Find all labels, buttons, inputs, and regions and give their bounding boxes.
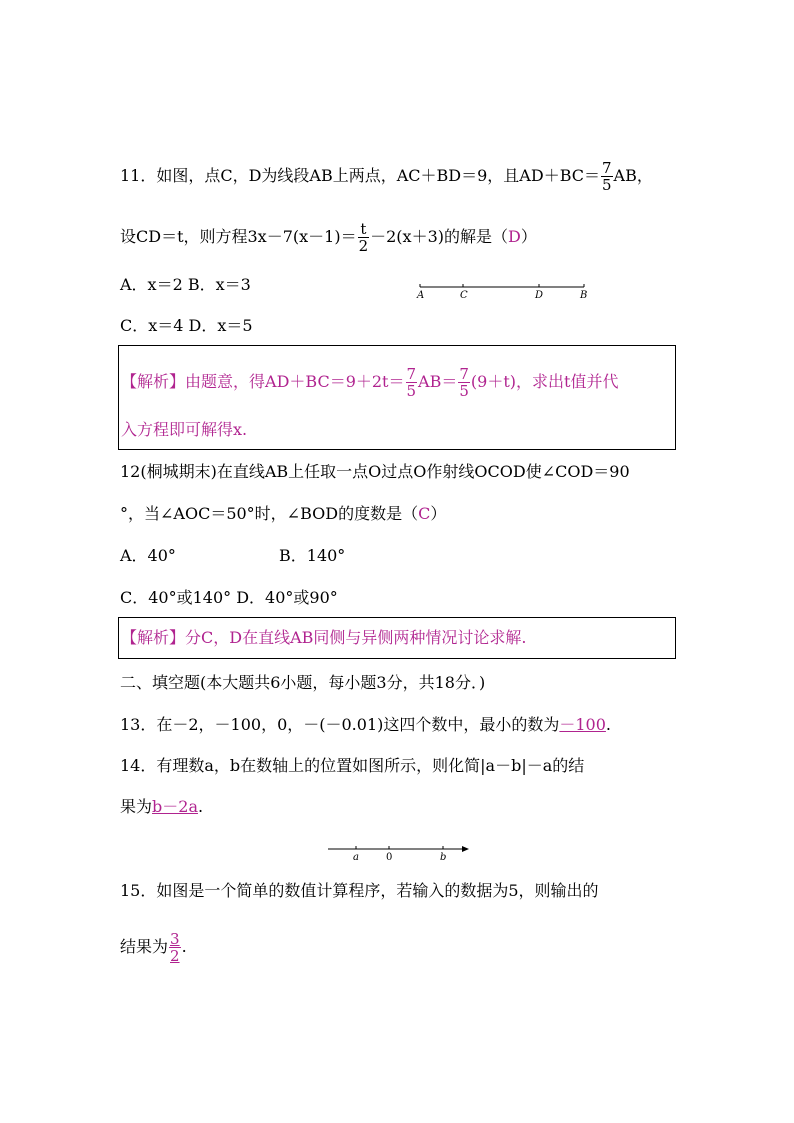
- q12-option-a: A．40°: [120, 546, 176, 565]
- q11-options-ab: A．x＝2 B．x＝3: [120, 275, 251, 294]
- q11-options-cd: C．x＝4 D．x＝5: [120, 316, 253, 335]
- q11-analysis-line1: 【解析】由题意，得AD＋BC＝9＋2t＝ $\frac{7}{5}$ AB＝ $\frac{7}{5}$ (9＋t)，求出t值并代: [121, 365, 619, 400]
- q14-answer: b－2a: [152, 797, 198, 816]
- q12-analysis-box: [118, 617, 676, 659]
- label-d: D: [535, 290, 544, 301]
- label-a: a: [353, 852, 359, 863]
- q15-line1: 15．如图是一个简单的数值计算程序，若输入的数据为5，则输出的: [120, 881, 599, 900]
- label-0: 0: [386, 852, 393, 863]
- q11-fraction-t2: $\frac{t}{2}$: [358, 220, 369, 255]
- analysis-tag: 【解析】: [121, 372, 186, 391]
- q12-analysis-line: 【解析】分C，D在直线AB同侧与异侧两种情况讨论求解.: [121, 628, 527, 647]
- q12-options-cd: C．40°或140° D．40°或90°: [120, 588, 338, 607]
- q11-segment-figure: [412, 278, 594, 302]
- q13-answer: －100: [559, 715, 606, 734]
- q15-line2: 结果为 $\frac{3}{2}$ .: [120, 930, 187, 965]
- q12-line1: 12(桐城期末)在直线AB上任取一点O过点O作射线OCOD使∠COD＝90: [120, 462, 630, 481]
- axis-arrow: [462, 846, 469, 852]
- label-b: b: [440, 852, 447, 863]
- analysis-fraction-2: $\frac{7}{5}$: [459, 365, 469, 400]
- q14-line2: 果为b－2a.: [120, 797, 204, 816]
- q11-answer: D: [508, 227, 521, 246]
- label-b: B: [580, 290, 588, 301]
- q11-text: 11．如图，点C，D为线段AB上两点，AC＋BD＝9，且AD＋BC＝: [120, 166, 600, 185]
- q14-number-line: [326, 840, 474, 864]
- q15-answer: $\frac{3}{2}$: [170, 930, 180, 965]
- q11-analysis-box: [118, 345, 676, 450]
- q11-analysis-line2: 入方程即可解得x.: [121, 420, 248, 439]
- q11-line2: 设CD＝t，则方程3x－7(x－1)＝ $\frac{t}{2}$ －2(x＋3)的解是（D）: [120, 220, 537, 255]
- q12-option-b: B．140°: [279, 546, 346, 565]
- q12-answer: C: [418, 504, 431, 523]
- q11-line1: 11．如图，点C，D为线段AB上两点，AC＋BD＝9，且AD＋BC＝ $\frac{7}{5}$ AB，: [120, 159, 653, 194]
- section-heading: 二、填空题(本大题共6小题，每小题3分，共18分．): [120, 673, 486, 692]
- q14-line1: 14．有理数a，b在数轴上的位置如图所示，则化简|a－b|－a的结: [120, 756, 585, 775]
- label-c: C: [460, 290, 468, 301]
- analysis-tag: 【解析】: [121, 628, 186, 647]
- q12-line2: °，当∠AOC＝50°时，∠BOD的度数是（C）: [120, 504, 447, 523]
- label-a: A: [417, 290, 425, 301]
- q11-fraction: $\frac{7}{5}$: [602, 159, 612, 194]
- analysis-fraction-1: $\frac{7}{5}$: [406, 365, 417, 400]
- q13-line: 13．在－2，－100，0，－(－0.01)这四个数中，最小的数为－100.: [120, 715, 612, 734]
